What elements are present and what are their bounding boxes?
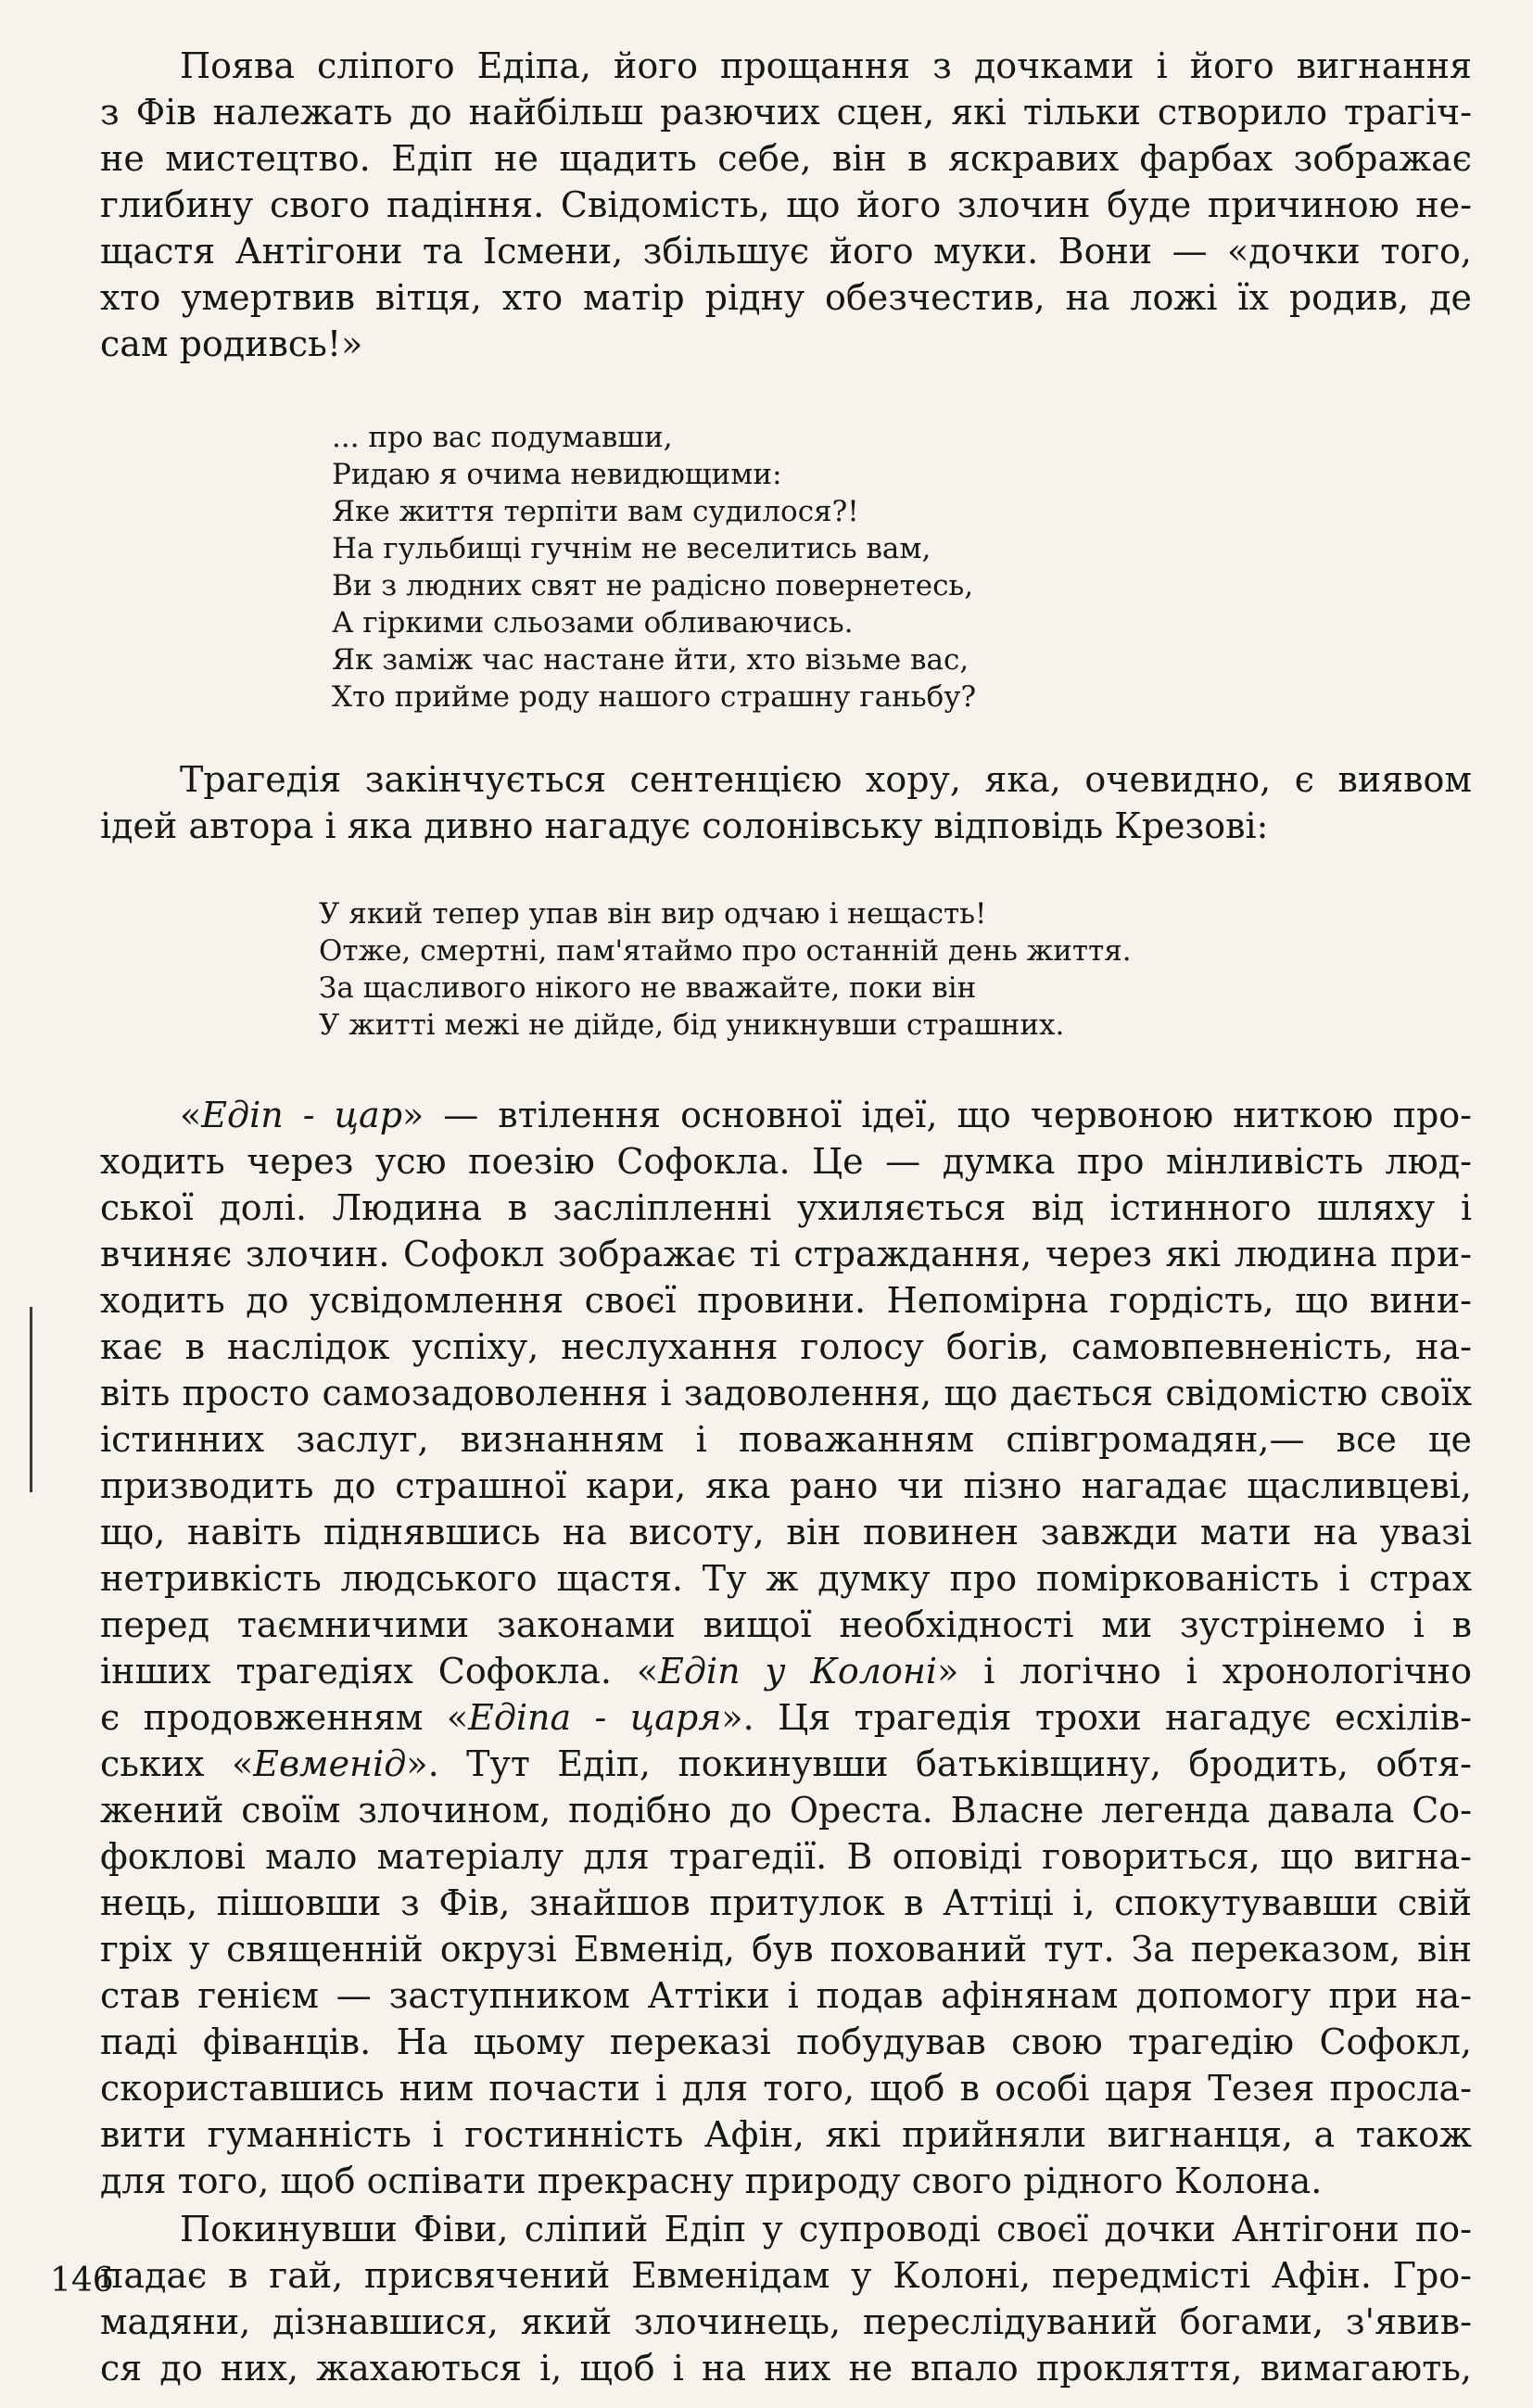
verse-line: А гіркими сльозами обливаючись. (332, 606, 854, 640)
text-line: гріх у священній окрузі Евменід, був похований тут. За переказом, він (100, 1929, 1472, 1970)
text-fragment: — втілення основної ідеї, що червоною ниткою про- (424, 1095, 1472, 1135)
verse-line: Хто прийме роду нашого страшну ганьбу? (332, 680, 977, 714)
verse-line: Отже, смертні, пам'ятаймо про останній день життя. (319, 934, 1132, 968)
verse-line: Як заміж час настане йти, хто візьме вас, (332, 643, 969, 677)
text-line: хто умертвив вітця, хто матір рідну обезчестив, на ложі їх родив, де (100, 277, 1472, 318)
text-line: ходить до усвідомлення своєї провини. Непомірна гордість, що вини- (100, 1280, 1472, 1321)
text-line: «Едіп - цар» — втілення основної ідеї, що червоною ниткою про- (180, 1095, 1472, 1135)
paragraph-chorus-sentence (100, 756, 1472, 849)
text-fragment: ». Ця трагедія трохи нагадує есхілів- (721, 1697, 1472, 1738)
text-line: з Фів належать до найбільш разючих сцен, які тільки створило трагіч- (100, 92, 1472, 133)
paragraph-oedipus-exile (100, 43, 1472, 367)
text-line: Поява сліпого Едіпа, його прощання з дочками і його вигнання (180, 45, 1472, 86)
verse-line: За щасливого нікого не вважайте, поки він (319, 971, 977, 1005)
text-line: ської долі. Людина в засліпленні ухиляється від істинного шляху і (100, 1187, 1472, 1228)
text-line: нець, пішовши з Фів, знайшов притулок в Аттіці і, спокутувавши свій (100, 1882, 1472, 1923)
text-line: щастя Антігони та Ісмени, збільшує його муки. Вони — «дочки того, (100, 231, 1472, 272)
text-line: глибину свого падіння. Свідомість, що його злочин буде причиною не- (100, 184, 1472, 225)
text-line: Трагедія закінчується сентенцією хору, яка, очевидно, є виявом (180, 759, 1472, 800)
verse-line: У який тепер упав він вир одчаю і нещасть! (319, 897, 987, 931)
verse-line: У житті межі не дійде, бід уникнувши страшних. (319, 1008, 1065, 1042)
verse-line: ... про вас подумавши, (332, 421, 673, 454)
work-title: Едіпа - царя (468, 1697, 722, 1738)
text-line: істинних заслуг, визнанням і поважанням співгромадян,— все це (100, 1419, 1472, 1460)
verse-quote-lament (332, 419, 1472, 716)
verse-line: Яке життя терпіти вам судилося?! (332, 495, 859, 528)
text-line: сам родивсь!» (100, 323, 363, 364)
text-line: для того, щоб оспівати прекрасну природу свого рідного Колона. (100, 2161, 1323, 2201)
paragraph-oedipus-rex-analysis (100, 1092, 1472, 2204)
text-fragment: інших трагедіях Софокла. « (100, 1651, 659, 1692)
work-title: Евменід (253, 1743, 407, 1784)
text-line (100, 1694, 1472, 1741)
text-line: нетривкість людського щастя. Ту ж думку про поміркованість і страх (100, 1558, 1472, 1599)
text-fragment: ». Тут Едіп, покинувши батьківщину, бродить, обтя- (406, 1743, 1473, 1784)
paragraph-oedipus-at-colonus (100, 2206, 1472, 2391)
text-line: ідей автора і яка дивно нагадує солонівську відповідь Крезові: (100, 805, 1269, 846)
margin-mark (30, 1307, 32, 1492)
text-line: не мистецтво. Едіп не щадить себе, він в яскравих фарбах зображає (100, 138, 1472, 179)
text-line: призводить до страшної кари, яка рано чи пізно нагадає щасливцеві, (100, 1465, 1472, 1506)
text-line: що, навіть піднявшись на висоту, він повинен завжди мати на увазі (100, 1512, 1472, 1553)
text-line: паді фіванців. На цьому переказі побудував свою трагедію Софокл, (100, 2021, 1472, 2062)
text-line: Покинувши Фіви, сліпий Едіп у супроводі своєї дочки Антігони по- (180, 2209, 1472, 2250)
text-line: віть просто самозадоволення і задоволення, що дається свідомістю своїх (100, 1373, 1472, 1413)
text-line: кає в наслідок успіху, неслухання голосу богів, самовпевненість, на- (100, 1326, 1472, 1367)
text-line (100, 1648, 1472, 1694)
text-line: скориставшись ним почасти і для того, щоб в особі царя Тезея просла- (100, 2068, 1472, 2109)
verse-line: Ридаю я очима невидющими: (332, 458, 782, 491)
text-line: мадяни, дізнавшися, який злочинець, переслідуваний богами, з'явив- (100, 2301, 1472, 2342)
work-title: Едіп у Колоні (658, 1651, 938, 1692)
text-line: фоклові мало матеріалу для трагедії. В оповіді говориться, що вигна- (100, 1836, 1472, 1877)
text-fragment: є продовженням « (100, 1697, 469, 1738)
verse-line: На гульбищі гучнім не веселитись вам, (332, 532, 931, 565)
work-title: Едіп - цар (201, 1095, 403, 1135)
text-line: вити гуманність і гостинність Афін, які прийняли вигнанця, а також (100, 2114, 1472, 2155)
verse-quote-chorus (319, 895, 1472, 1044)
text-line: вчиняє злочин. Софокл зображає ті страждання, через які людина при- (100, 1234, 1472, 1274)
text-line: ходить через усю поезію Софокла. Це — думка про мінливість люд- (100, 1141, 1472, 1182)
text-fragment: ських « (100, 1743, 254, 1784)
text-line: ся до них, жахаються і, щоб і на них не впало прокляття, вимагають, (100, 2348, 1472, 2389)
verse-line: Ви з людних свят не радісно повернетесь, (332, 569, 974, 602)
text-line: жений своїм злочином, подібно до Ореста. Власне легенда давала Со- (100, 1790, 1472, 1831)
page-body (100, 43, 1472, 2391)
text-line: перед таємничими законами вищої необхідності ми зустрінемо і в (100, 1604, 1472, 1645)
text-line: став генієм — заступником Аттіки і подав афінянам допомогу при на- (100, 1975, 1472, 2016)
text-fragment: » і логічно і хронологічно (937, 1651, 1473, 1692)
page-number: 146 (50, 2262, 114, 2300)
text-line: падає в гай, присвячений Евменідам у Колоні, передмісті Афін. Гро- (100, 2255, 1472, 2296)
text-line (100, 1741, 1472, 1787)
